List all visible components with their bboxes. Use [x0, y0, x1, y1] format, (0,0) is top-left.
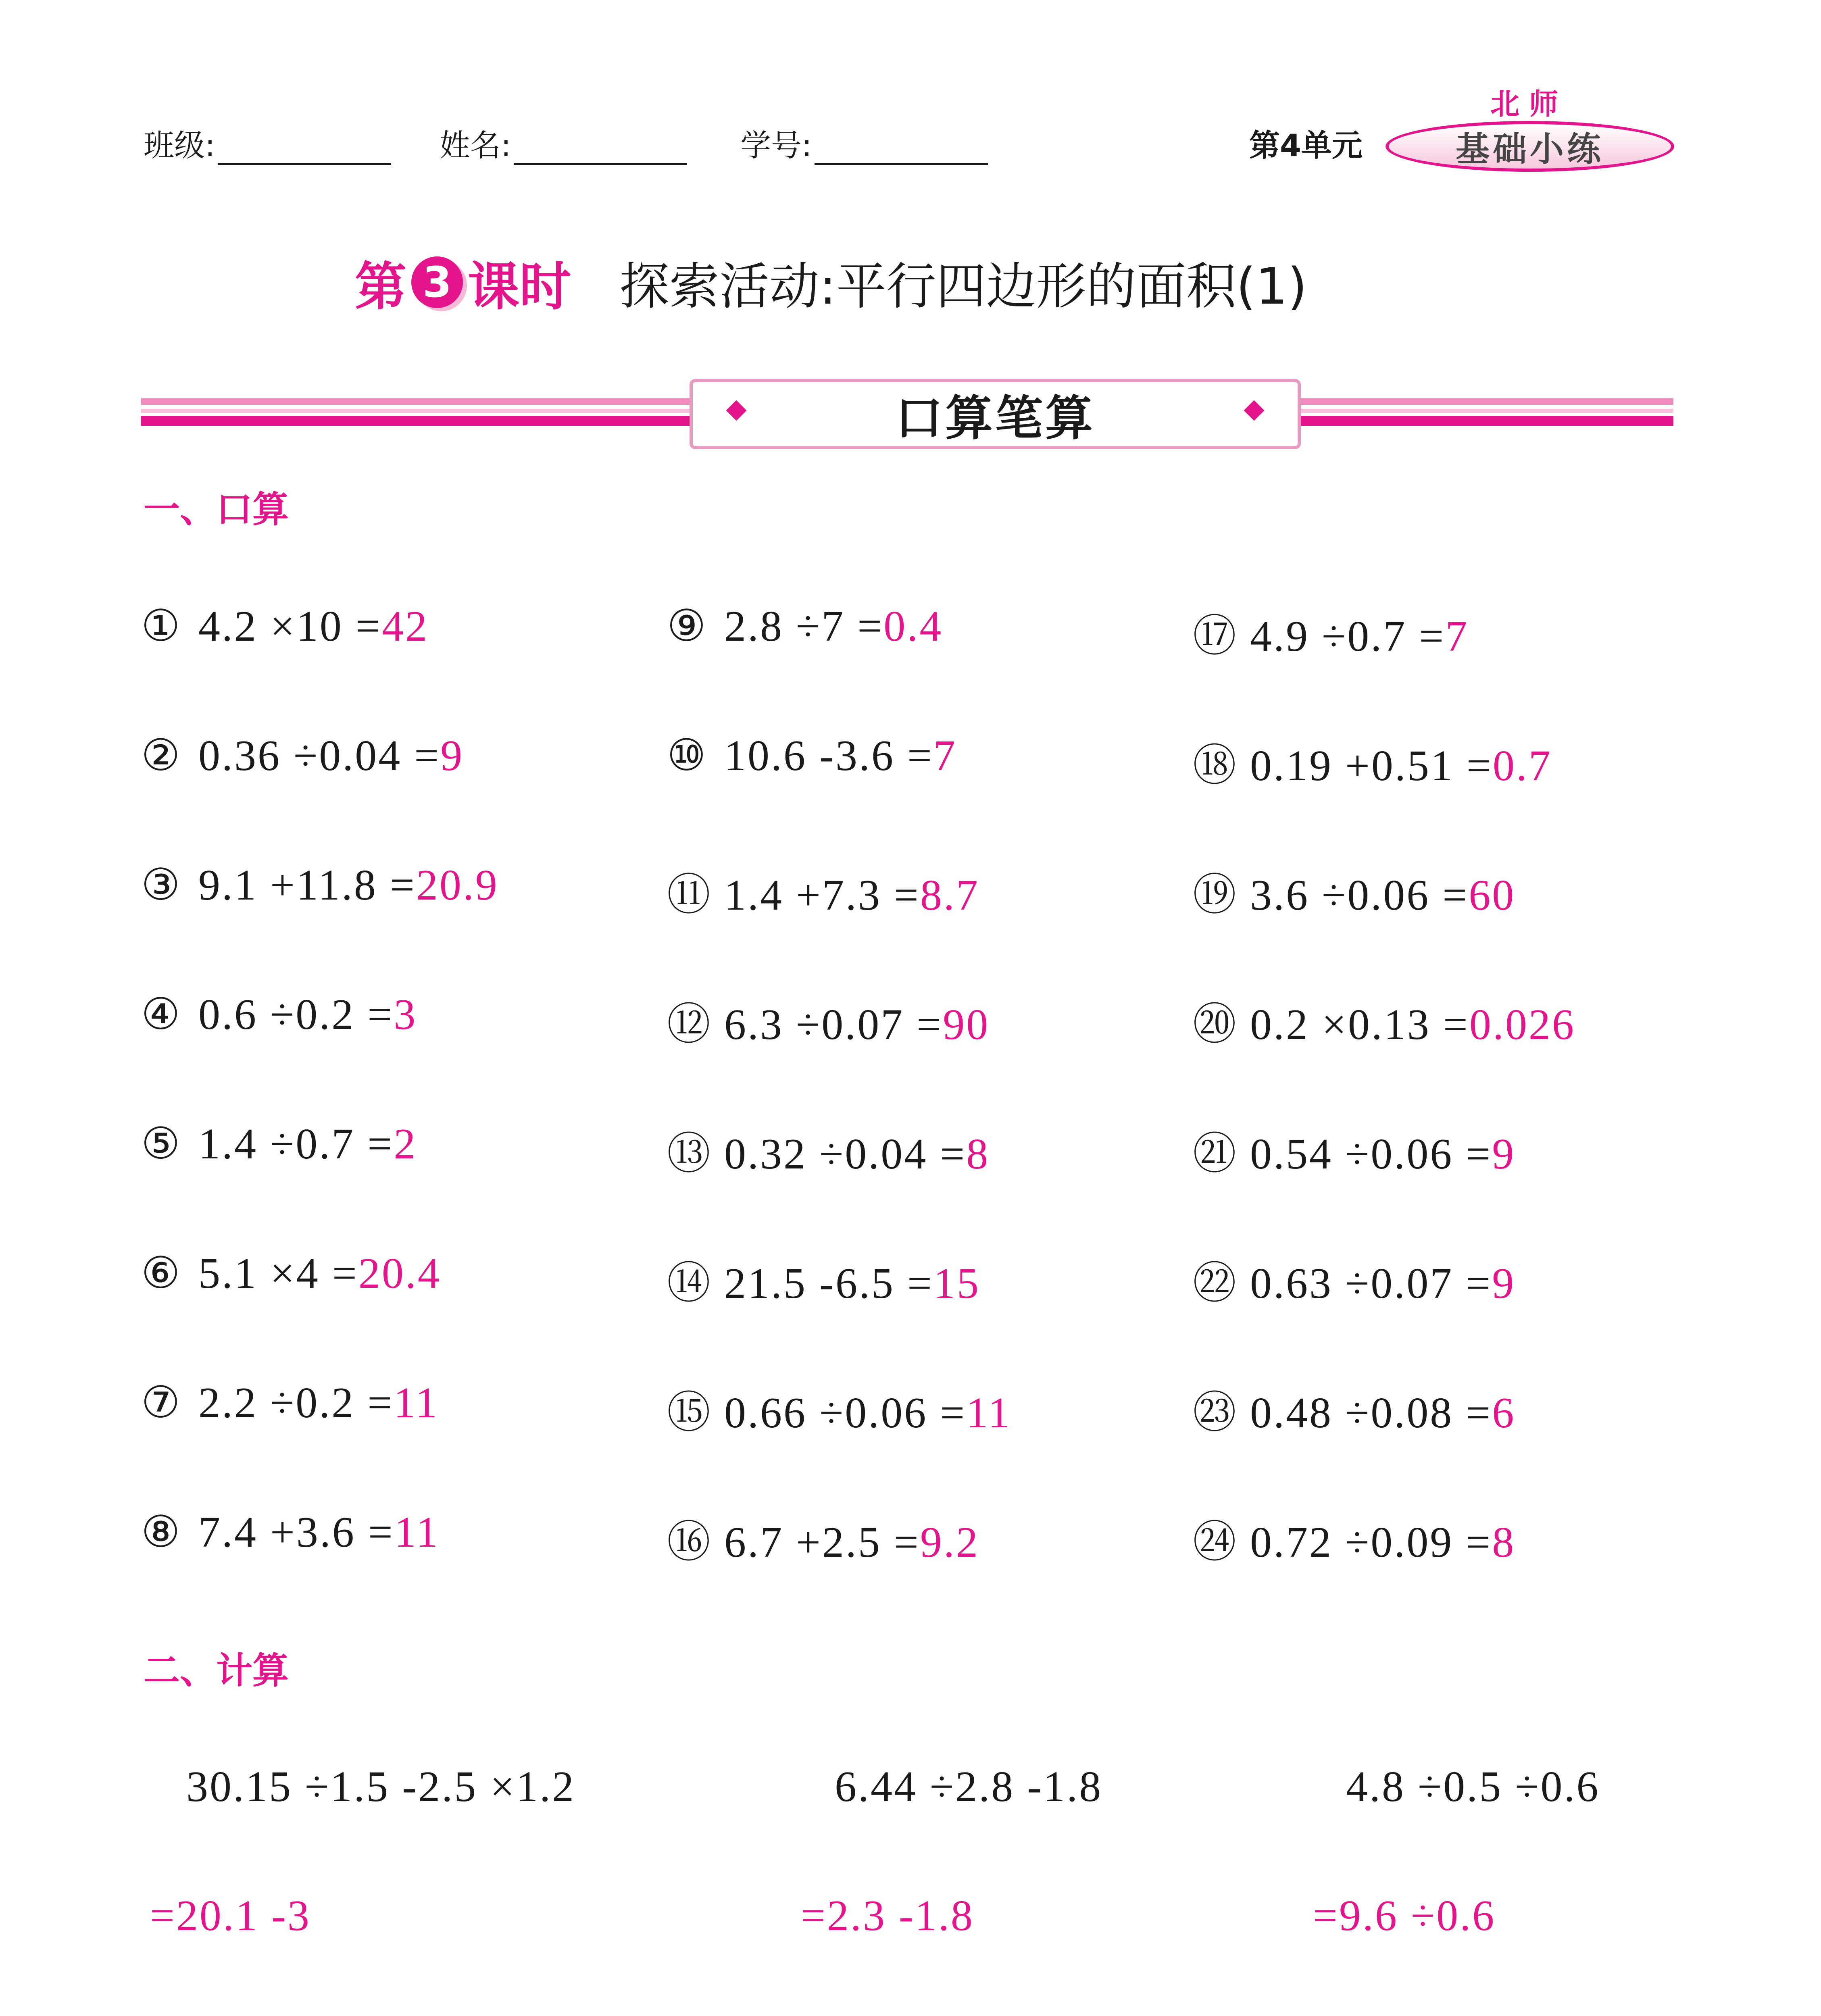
- item-answer: 9.2: [920, 1518, 979, 1566]
- oral-item: [141, 730, 464, 781]
- item-answer: 7: [933, 732, 957, 780]
- oral-item: [141, 1248, 441, 1299]
- diamond-icon: [1244, 400, 1265, 421]
- oral-item: [1193, 989, 1575, 1052]
- item-number: ⑥: [141, 1250, 182, 1297]
- lesson-number-badge: 3: [411, 256, 463, 308]
- item-answer: 11: [966, 1389, 1012, 1437]
- section-band: [141, 379, 1673, 452]
- item-question: 0.6 ÷0.2 =: [198, 991, 394, 1039]
- item-number: ⑧: [141, 1508, 182, 1556]
- name-field: [440, 121, 687, 165]
- item-number: ⑦: [141, 1379, 182, 1427]
- item-question: 1.4 +7.3 =: [724, 871, 920, 919]
- calc-expression: 4.8 ÷0.5 ÷0.6: [1346, 1763, 1600, 1811]
- item-number: ⑭: [667, 1260, 713, 1308]
- oral-item: [1193, 730, 1552, 793]
- series-badge: [1386, 121, 1674, 172]
- series-main-text: 基础小练: [1455, 129, 1604, 169]
- item-number: ⑲: [1193, 871, 1238, 919]
- number-label: 学号:: [740, 127, 812, 163]
- oral-item: [141, 989, 417, 1040]
- calc-heading: 二、计算: [144, 1649, 289, 1692]
- item-number: ⑯: [667, 1518, 713, 1566]
- oral-item: [141, 860, 499, 910]
- item-number: ㉑: [1193, 1130, 1238, 1178]
- item-question: 2.2 ÷0.2 =: [198, 1379, 394, 1427]
- item-question: 4.9 ÷0.7 =: [1250, 612, 1446, 660]
- oral-item: [1193, 601, 1469, 663]
- item-question: 9.1 +11.8 =: [198, 861, 416, 909]
- oral-item: [667, 860, 979, 922]
- item-question: 0.54 ÷0.06 =: [1250, 1130, 1492, 1178]
- lesson-suffix: 课时: [468, 257, 571, 317]
- oral-item: [667, 1377, 1011, 1440]
- item-answer: 7: [1445, 612, 1469, 660]
- oral-item: [667, 1507, 979, 1569]
- item-answer: 42: [381, 602, 429, 650]
- oral-item: [141, 601, 429, 652]
- lesson-title: [355, 246, 1307, 319]
- item-number: ⑱: [1193, 742, 1238, 790]
- item-number: ㉓: [1193, 1389, 1238, 1437]
- oral-heading: 一、口算: [144, 488, 289, 531]
- item-number: ㉒: [1193, 1260, 1238, 1308]
- item-answer: 9: [1492, 1260, 1516, 1308]
- name-label: 姓名:: [440, 127, 511, 163]
- item-question: 6.3 ÷0.07 =: [724, 1001, 943, 1049]
- item-number: ②: [141, 732, 182, 780]
- item-number: ⑤: [141, 1120, 182, 1168]
- oral-item: [1193, 860, 1515, 922]
- item-answer: 90: [943, 1001, 990, 1049]
- item-question: 1.4 ÷0.7 =: [198, 1120, 394, 1168]
- item-answer: 9: [1492, 1130, 1516, 1178]
- item-question: 0.72 ÷0.09 =: [1250, 1518, 1492, 1566]
- calc-step: =2.3 -1.8: [801, 1892, 974, 1940]
- item-number: ③: [141, 861, 182, 909]
- number-field: [740, 121, 988, 165]
- item-number: ⑮: [667, 1389, 713, 1437]
- calc-expression: 30.15 ÷1.5 -2.5 ×1.2: [186, 1763, 576, 1811]
- item-number: ⑨: [667, 602, 708, 650]
- oral-item: [667, 989, 990, 1052]
- oral-item: [1193, 1248, 1515, 1310]
- item-answer: 9: [440, 732, 464, 780]
- oral-item: [1193, 1118, 1515, 1181]
- series-logo: [1386, 81, 1676, 173]
- item-question: 4.2 ×10 =: [198, 602, 382, 650]
- item-question: 0.32 ÷0.04 =: [724, 1130, 967, 1178]
- oral-item: [141, 1118, 417, 1169]
- item-question: 10.6 -3.6 =: [724, 732, 933, 780]
- item-answer: 0.4: [883, 602, 943, 650]
- item-question: 0.63 ÷0.07 =: [1250, 1260, 1492, 1308]
- lesson-prefix: 第: [355, 257, 407, 317]
- item-number: ⑫: [667, 1001, 713, 1049]
- item-answer: 15: [933, 1260, 980, 1308]
- item-answer: 6: [1492, 1389, 1516, 1437]
- item-number: ㉔: [1193, 1518, 1238, 1566]
- oral-item: [141, 1507, 440, 1558]
- item-answer: 11: [394, 1508, 440, 1556]
- class-blank: [218, 135, 391, 165]
- item-answer: 3: [394, 991, 417, 1039]
- item-number: ①: [141, 602, 182, 650]
- item-question: 2.8 ÷7 =: [724, 602, 884, 650]
- diamond-icon: [726, 400, 747, 421]
- calc-step: =9.6 ÷0.6: [1313, 1892, 1496, 1940]
- series-top-text: 北师: [1490, 87, 1568, 121]
- item-question: 0.66 ÷0.06 =: [724, 1389, 967, 1437]
- item-answer: 20.4: [358, 1250, 441, 1297]
- item-answer: 60: [1469, 871, 1516, 919]
- item-number: ⑳: [1193, 1001, 1238, 1049]
- item-answer: 0.026: [1469, 1001, 1575, 1049]
- item-answer: 8: [1492, 1518, 1516, 1566]
- lesson-topic: 探索活动:平行四边形的面积(1): [619, 258, 1307, 316]
- oral-item: [667, 601, 943, 652]
- item-answer: 0.7: [1492, 742, 1552, 790]
- item-question: 0.2 ×0.13 =: [1250, 1001, 1469, 1049]
- class-field: [144, 121, 391, 165]
- item-question: 0.19 +0.51 =: [1250, 742, 1493, 790]
- unit-label: 第4单元: [1249, 127, 1363, 163]
- calc-step: =20.1 -3: [150, 1892, 311, 1940]
- oral-item: [667, 730, 957, 781]
- item-answer: 8: [966, 1130, 990, 1178]
- class-label: 班级:: [144, 127, 215, 163]
- calc-expression: 6.44 ÷2.8 -1.8: [835, 1763, 1103, 1811]
- item-answer: 2: [394, 1120, 417, 1168]
- band-title-box: [690, 379, 1301, 449]
- item-number: ⑬: [667, 1130, 713, 1178]
- item-question: 3.6 ÷0.06 =: [1250, 871, 1469, 919]
- item-answer: 20.9: [416, 861, 499, 909]
- item-number: ④: [141, 991, 182, 1039]
- band-title: 口算笔算: [895, 390, 1095, 446]
- item-question: 21.5 -6.5 =: [724, 1260, 933, 1308]
- oral-item: [667, 1118, 990, 1181]
- item-answer: 11: [394, 1379, 439, 1427]
- number-blank: [815, 135, 988, 165]
- oral-item: [1193, 1507, 1515, 1569]
- item-question: 0.36 ÷0.04 =: [198, 732, 441, 780]
- oral-item: [667, 1248, 980, 1310]
- oral-item: [1193, 1377, 1515, 1440]
- item-number: ⑩: [667, 732, 708, 780]
- name-blank: [514, 135, 687, 165]
- item-question: 0.48 ÷0.08 =: [1250, 1389, 1492, 1437]
- item-number: ⑪: [667, 871, 713, 919]
- item-question: 6.7 +2.5 =: [724, 1518, 920, 1566]
- oral-item: [141, 1377, 439, 1428]
- item-question: 5.1 ×4 =: [198, 1250, 358, 1297]
- item-number: ⑰: [1193, 612, 1238, 660]
- item-question: 7.4 +3.6 =: [198, 1508, 394, 1556]
- item-answer: 8.7: [920, 871, 979, 919]
